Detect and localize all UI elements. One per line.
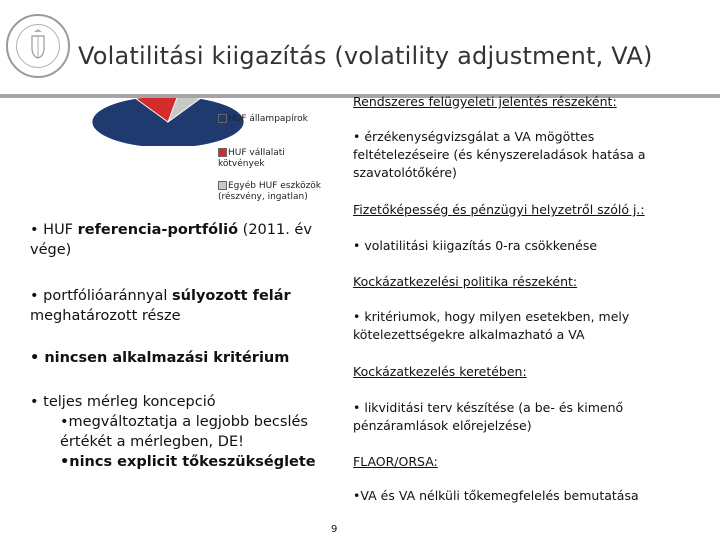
legend-label: HUF vállalati kötvények	[218, 148, 285, 169]
right-heading-risk-management: Kockázatkezelés keretében:	[353, 364, 527, 379]
page-number: 9	[331, 524, 338, 535]
right-text-liquidity: • likviditási terv készítése (a be- és kimenő pénzáramlások előrejelzése)	[353, 400, 624, 433]
legend-swatch-grey	[218, 181, 227, 190]
right-text-va-zero: • volatilitási kiigazítás 0-ra csökkenése	[353, 238, 598, 253]
slide-title: Volatilitási kiigazítás (volatility adjustment, VA)	[78, 42, 653, 70]
left-bullet-weighted-spread: • portfólióaránnyal súlyozott felár meghatározott része	[30, 288, 291, 324]
legend-label: Egyéb HUF eszközök (részvény, ingatlan)	[218, 181, 322, 202]
left-bullet-no-criteria: • nincsen alkalmazási kritérium	[30, 350, 290, 366]
legend-item-huf-corporate-bonds	[218, 148, 308, 170]
left-bullet-full-balance-sheet	[30, 392, 330, 472]
right-heading-risk-policy: Kockázatkezelési politika részeként:	[353, 274, 578, 289]
legend-item-other-huf-assets	[218, 181, 328, 203]
left-sub-bullet-bold: •nincs explicit tőkeszükséglete	[60, 454, 316, 470]
legend-label: HUF állampapírok	[228, 114, 308, 124]
crest-icon	[8, 16, 68, 76]
left-sub-bullet: •megváltoztatja a legjobb becslés értékét a mérlegben, DE!	[60, 414, 308, 450]
right-text-sensitivity: • érzékenységvizsgálat a VA mögöttes feltételezéseire (és kényszereladások hatása a szavatolótőkére)	[353, 129, 646, 180]
right-text-criteria: • kritériumok, hogy milyen esetekben, mely kötelezettségekre alkalmazható a VA	[353, 309, 630, 342]
legend-swatch-red	[218, 148, 227, 157]
legend-item-huf-government-bonds	[218, 114, 308, 125]
left-bullet-reference-portfolio: • HUF referencia-portfólió (2011. év vége)	[30, 222, 312, 258]
right-heading-flaor-orsa: FLAOR/ORSA:	[353, 454, 438, 469]
right-heading-supervisory-report: Rendszeres felügyeleti jelentés részeként:	[353, 94, 617, 109]
right-text-capital-adequacy: •VA és VA nélküli tőkemegfelelés bemutatása	[353, 488, 639, 503]
legend-swatch-blue	[218, 114, 227, 123]
mnb-seal-logo	[6, 14, 70, 78]
right-heading-sfcr: Fizetőképesség és pénzügyi helyzetről szóló j.:	[353, 202, 645, 217]
left-bullet-line: • teljes mérleg koncepció	[30, 394, 216, 410]
